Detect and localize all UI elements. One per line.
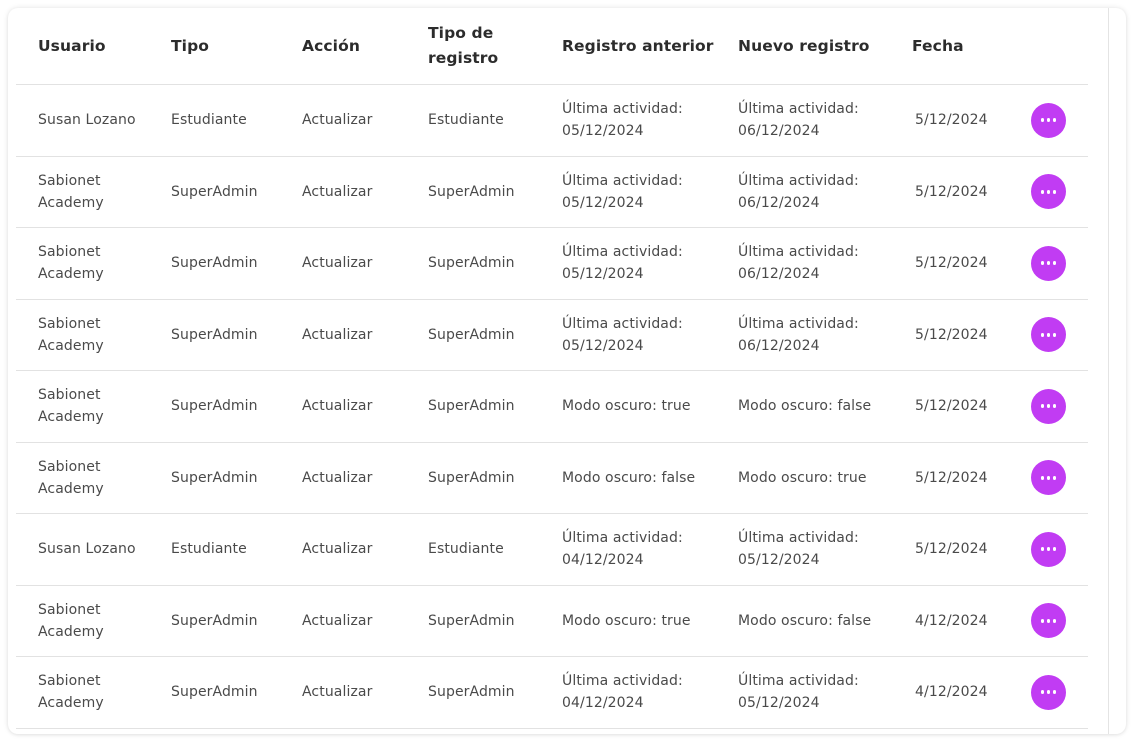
cell-nuevo-registro: Última actividad: 06/12/2024 bbox=[738, 315, 859, 354]
cell-tipo-registro: SuperAdmin bbox=[428, 684, 515, 701]
cell-nuevo-registro: Última actividad: 05/12/2024 bbox=[738, 530, 859, 569]
row-more-options-button[interactable] bbox=[1031, 246, 1066, 281]
cell-accion: Actualizar bbox=[302, 326, 373, 343]
table-body bbox=[16, 85, 1088, 729]
cell-fecha: 5/12/2024 bbox=[915, 398, 988, 415]
vertical-scrollbar-track[interactable] bbox=[1108, 8, 1109, 734]
cell-tipo-registro: SuperAdmin bbox=[428, 612, 515, 629]
header-nuevo-registro: Nuevo registro bbox=[738, 36, 870, 55]
more-horizontal-icon bbox=[1041, 190, 1057, 194]
header-fecha: Fecha bbox=[912, 36, 964, 55]
row-more-options-button[interactable] bbox=[1031, 460, 1066, 495]
table-row bbox=[16, 586, 1088, 658]
header-registro-anterior: Registro anterior bbox=[562, 36, 714, 55]
more-horizontal-icon bbox=[1041, 261, 1057, 265]
cell-actions bbox=[1031, 300, 1071, 371]
cell-tipo: Estudiante bbox=[171, 112, 247, 129]
more-horizontal-icon bbox=[1041, 476, 1057, 480]
cell-nuevo-registro: Última actividad: 05/12/2024 bbox=[738, 673, 859, 712]
header-accion: Acción bbox=[302, 36, 360, 55]
cell-actions bbox=[1031, 371, 1071, 442]
cell-registro-anterior: Modo oscuro: false bbox=[562, 469, 696, 486]
cell-tipo: SuperAdmin bbox=[171, 183, 258, 200]
cell-tipo-registro: Estudiante bbox=[428, 112, 504, 129]
cell-accion: Actualizar bbox=[302, 541, 373, 558]
cell-nuevo-registro: Modo oscuro: false bbox=[738, 398, 872, 415]
cell-registro-anterior: Última actividad: 05/12/2024 bbox=[562, 244, 683, 283]
cell-tipo: SuperAdmin bbox=[171, 326, 258, 343]
cell-accion: Actualizar bbox=[302, 255, 373, 272]
cell-nuevo-registro: Modo oscuro: true bbox=[738, 469, 867, 486]
cell-registro-anterior: Última actividad: 05/12/2024 bbox=[562, 101, 683, 140]
cell-usuario: Sabionet Academy bbox=[38, 673, 104, 712]
cell-usuario: Susan Lozano bbox=[38, 112, 136, 129]
more-horizontal-icon bbox=[1041, 619, 1057, 623]
cell-tipo: SuperAdmin bbox=[171, 684, 258, 701]
cell-usuario: Susan Lozano bbox=[38, 541, 136, 558]
cell-registro-anterior: Modo oscuro: true bbox=[562, 612, 691, 629]
cell-actions bbox=[1031, 157, 1071, 228]
cell-registro-anterior: Última actividad: 04/12/2024 bbox=[562, 530, 683, 569]
cell-nuevo-registro: Modo oscuro: false bbox=[738, 612, 872, 629]
more-horizontal-icon bbox=[1041, 690, 1057, 694]
cell-actions bbox=[1031, 657, 1071, 728]
cell-usuario: Sabionet Academy bbox=[38, 601, 104, 640]
cell-tipo: SuperAdmin bbox=[171, 612, 258, 629]
table-row bbox=[16, 157, 1088, 229]
table-row bbox=[16, 371, 1088, 443]
cell-usuario: Sabionet Academy bbox=[38, 172, 104, 211]
cell-usuario: Sabionet Academy bbox=[38, 315, 104, 354]
cell-fecha: 4/12/2024 bbox=[915, 612, 988, 629]
cell-nuevo-registro: Última actividad: 06/12/2024 bbox=[738, 101, 859, 140]
table-row bbox=[16, 300, 1088, 372]
more-horizontal-icon bbox=[1041, 404, 1057, 408]
cell-actions bbox=[1031, 443, 1071, 514]
cell-fecha: 5/12/2024 bbox=[915, 326, 988, 343]
table-row bbox=[16, 443, 1088, 515]
cell-actions bbox=[1031, 85, 1071, 156]
header-tipo: Tipo bbox=[171, 36, 210, 55]
cell-nuevo-registro: Última actividad: 06/12/2024 bbox=[738, 244, 859, 283]
cell-accion: Actualizar bbox=[302, 469, 373, 486]
header-usuario: Usuario bbox=[38, 36, 106, 55]
more-horizontal-icon bbox=[1041, 118, 1057, 122]
cell-tipo: SuperAdmin bbox=[171, 469, 258, 486]
header-tipo-registro: Tipo de registro bbox=[428, 24, 499, 67]
cell-registro-anterior: Última actividad: 05/12/2024 bbox=[562, 172, 683, 211]
cell-accion: Actualizar bbox=[302, 612, 373, 629]
audit-log-card bbox=[8, 8, 1126, 734]
cell-tipo-registro: Estudiante bbox=[428, 541, 504, 558]
more-horizontal-icon bbox=[1041, 333, 1057, 337]
cell-tipo-registro: SuperAdmin bbox=[428, 398, 515, 415]
cell-fecha: 5/12/2024 bbox=[915, 183, 988, 200]
cell-tipo-registro: SuperAdmin bbox=[428, 326, 515, 343]
cell-actions bbox=[1031, 228, 1071, 299]
cell-accion: Actualizar bbox=[302, 183, 373, 200]
cell-usuario: Sabionet Academy bbox=[38, 458, 104, 497]
cell-fecha: 5/12/2024 bbox=[915, 469, 988, 486]
cell-usuario: Sabionet Academy bbox=[38, 387, 104, 426]
row-more-options-button[interactable] bbox=[1031, 317, 1066, 352]
cell-usuario: Sabionet Academy bbox=[38, 244, 104, 283]
table-row bbox=[16, 228, 1088, 300]
cell-fecha: 5/12/2024 bbox=[915, 541, 988, 558]
row-more-options-button[interactable] bbox=[1031, 675, 1066, 710]
table-header-row bbox=[16, 8, 1088, 85]
cell-accion: Actualizar bbox=[302, 112, 373, 129]
cell-accion: Actualizar bbox=[302, 398, 373, 415]
row-more-options-button[interactable] bbox=[1031, 174, 1066, 209]
row-more-options-button[interactable] bbox=[1031, 389, 1066, 424]
cell-tipo-registro: SuperAdmin bbox=[428, 183, 515, 200]
cell-actions bbox=[1031, 586, 1071, 657]
row-more-options-button[interactable] bbox=[1031, 103, 1066, 138]
row-more-options-button[interactable] bbox=[1031, 603, 1066, 638]
table-row bbox=[16, 657, 1088, 729]
cell-fecha: 5/12/2024 bbox=[915, 255, 988, 272]
cell-nuevo-registro: Última actividad: 06/12/2024 bbox=[738, 172, 859, 211]
cell-registro-anterior: Última actividad: 05/12/2024 bbox=[562, 315, 683, 354]
cell-tipo-registro: SuperAdmin bbox=[428, 469, 515, 486]
cell-accion: Actualizar bbox=[302, 684, 373, 701]
cell-fecha: 4/12/2024 bbox=[915, 684, 988, 701]
more-horizontal-icon bbox=[1041, 547, 1057, 551]
cell-tipo: SuperAdmin bbox=[171, 398, 258, 415]
row-more-options-button[interactable] bbox=[1031, 532, 1066, 567]
cell-registro-anterior: Última actividad: 04/12/2024 bbox=[562, 673, 683, 712]
cell-fecha: 5/12/2024 bbox=[915, 112, 988, 129]
audit-log-table bbox=[16, 8, 1088, 729]
cell-actions bbox=[1031, 514, 1071, 585]
cell-tipo: Estudiante bbox=[171, 541, 247, 558]
table-row bbox=[16, 514, 1088, 586]
table-row bbox=[16, 85, 1088, 157]
cell-tipo-registro: SuperAdmin bbox=[428, 255, 515, 272]
cell-tipo: SuperAdmin bbox=[171, 255, 258, 272]
cell-registro-anterior: Modo oscuro: true bbox=[562, 398, 691, 415]
